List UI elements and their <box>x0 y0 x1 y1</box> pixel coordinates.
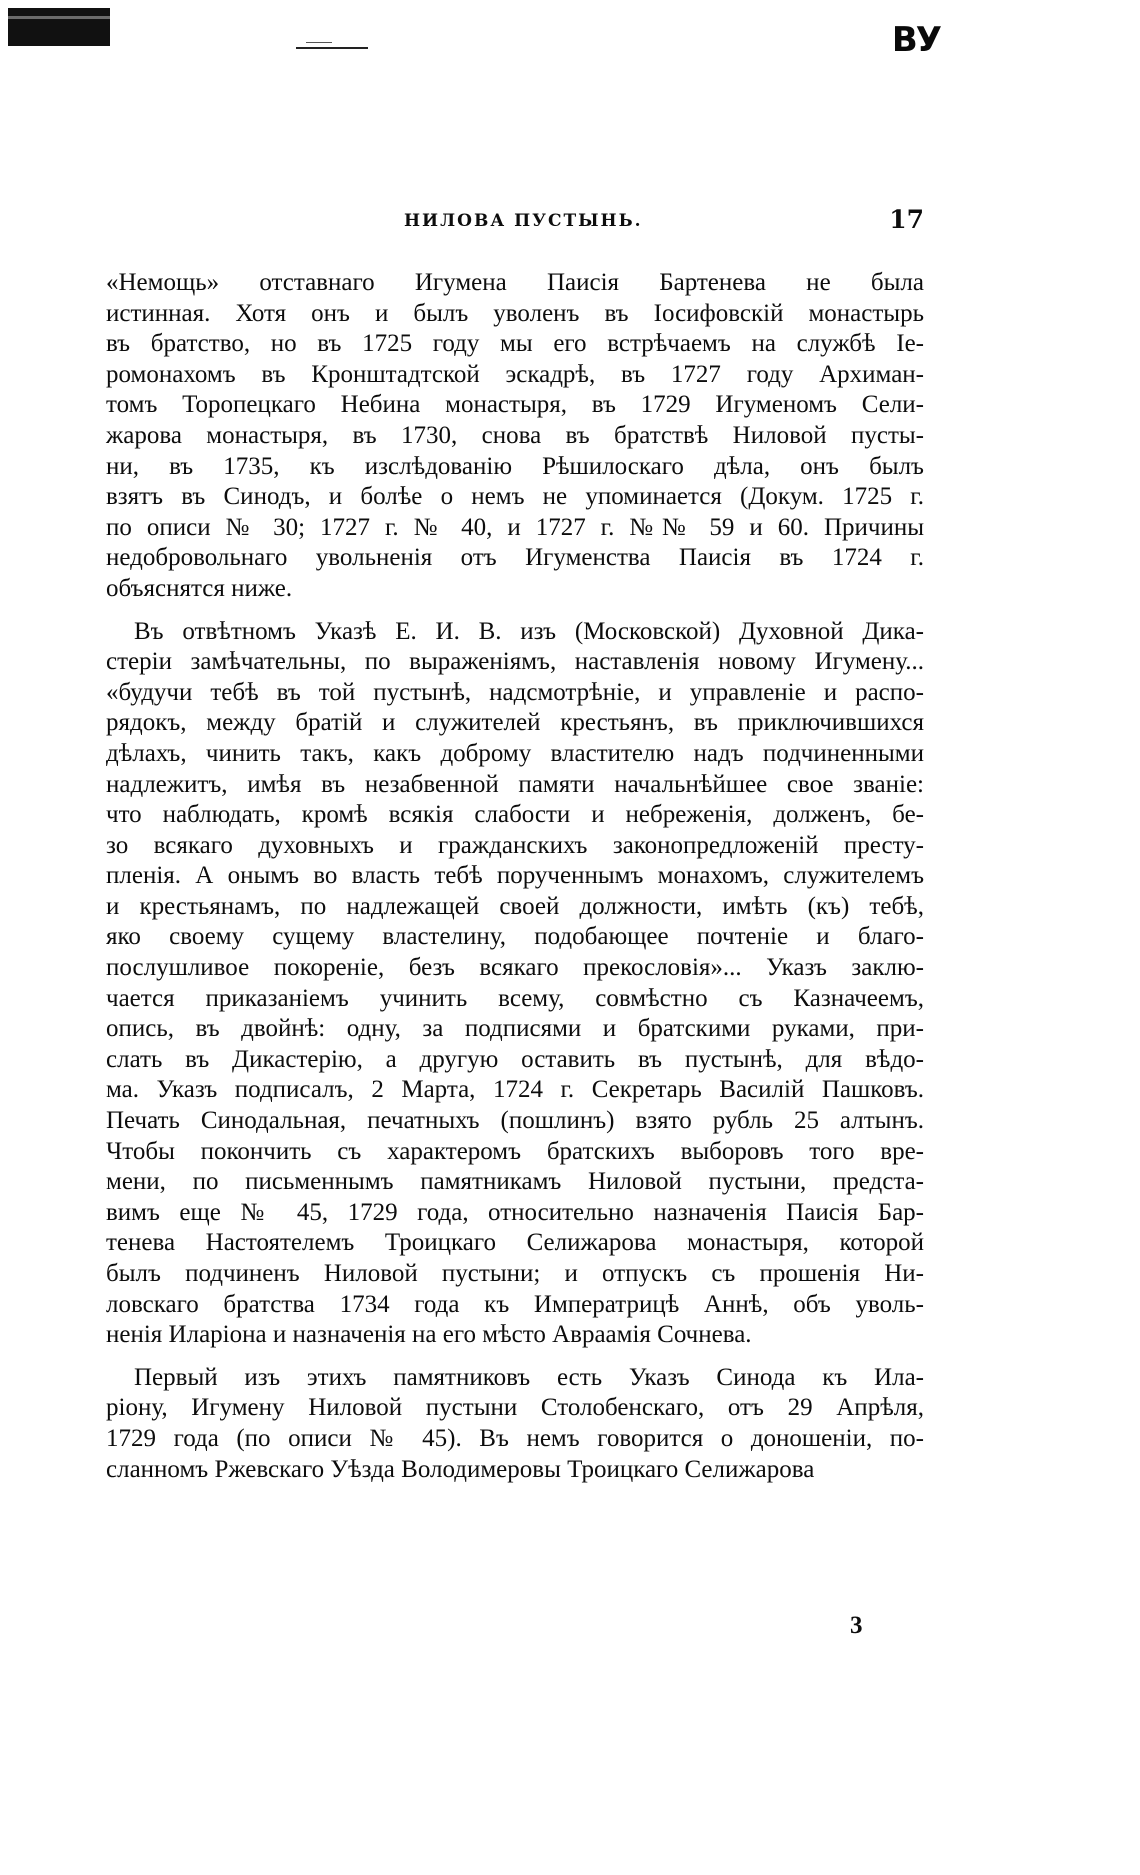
text-line: «будучи тебѣ въ той пустынѣ, надсмотрѣніе, и управленіе и распо- <box>106 678 924 706</box>
paragraph-gap <box>106 605 924 617</box>
text-line: ма. Указъ подписалъ, 2 Марта, 1724 г. Секретарь Василій Пашковъ. <box>106 1076 924 1104</box>
text-line: ловскаго братства 1734 года къ Императрицѣ Аннѣ, объ уволь- <box>106 1290 924 1318</box>
text-line: недобровольнаго увольненія отъ Игуменства Паисія въ 1724 г. <box>106 544 924 572</box>
text-line: послушливое покореніе, безъ всякаго прекословія»... Указъ заклю- <box>106 954 924 982</box>
text-line: Печать Синодальная, печатныхъ (пошлинъ) взято рубль 25 алтынъ. <box>106 1107 924 1135</box>
text-line: мени, по письменнымъ памятникамъ Ниловой пустыни, предста- <box>106 1168 924 1196</box>
paragraph <box>106 268 924 605</box>
text-line: рядокъ, между братій и служителей крестьянъ, въ приключившихся <box>106 709 924 737</box>
text-line: яко своему сущему властелину, подобающее почтеніе и благо- <box>106 923 924 951</box>
scan-artifact-line <box>296 47 368 49</box>
text-line: слать въ Дикастерію, а другую оставить въ пустынѣ, для вѣдо- <box>106 1045 924 1073</box>
body-text <box>106 268 924 1485</box>
text-line: чается приказаніемъ учинить всему, совмѣстно съ Казначеемъ, <box>106 984 924 1012</box>
running-head <box>104 205 924 235</box>
text-line: Въ отвѣтномъ Указѣ Е. И. В. изъ (Московской) Духовной Дика- <box>134 617 924 645</box>
text-line: сланномъ Ржевскаго Уѣзда Володимеровы Троицкаго Селижарова <box>106 1455 815 1483</box>
paragraph <box>106 617 924 1351</box>
text-line: былъ подчиненъ Ниловой пустыни; и отпускъ съ прошенія Ни- <box>106 1260 924 1287</box>
text-line: ромонахомъ въ Кронштадтской эскадрѣ, въ 1727 году Архиман- <box>106 360 924 388</box>
running-title: НИЛОВА ПУСТЫНЬ. <box>404 211 643 231</box>
text-line: объяснятся ниже. <box>106 574 293 602</box>
text-line: вимъ еще № 45, 1729 года, относительно назначенія Паисія Бар- <box>106 1198 924 1226</box>
text-line: ріону, Игумену Ниловой пустыни Столобенскаго, отъ 29 Апрѣля, <box>106 1394 924 1422</box>
text-line: стеріи замѣчательны, по выраженіямъ, наставленія новому Игумену... <box>106 648 924 676</box>
text-line: въ братство, но въ 1725 году мы его встрѣчаемъ на службѣ Іе- <box>106 330 924 358</box>
text-line: томъ Торопецкаго Небина монастыря, въ 1729 Игуменомъ Сели- <box>106 391 924 419</box>
text-line: 1729 года (по описи № 45). Въ немъ говорится о доношеніи, по- <box>106 1424 924 1452</box>
text-line: ни, въ 1735, къ изслѣдованію Рѣшилоскаго дѣла, онъ былъ <box>106 452 924 480</box>
text-line: истинная. Хотя онъ и былъ уволенъ въ Іосифовскій монастырь <box>106 299 924 327</box>
text-line: Первый изъ этихъ памятниковъ есть Указъ Синода къ Ила- <box>134 1363 924 1391</box>
text-line: что наблюдать, кромѣ всякія слабости и небреженія, долженъ, бе- <box>106 801 924 829</box>
corner-mark: ВУ <box>891 20 940 60</box>
scan-stripe <box>8 16 110 19</box>
text-line: надлежитъ, имѣя въ незабвенной памяти начальнѣйшее свое званіе: <box>106 770 924 798</box>
text-line: и крестьянамъ, по надлежащей своей должности, имѣть (къ) тебѣ, <box>106 892 924 920</box>
text-line: опись, въ двойнѣ: одну, за подписями и братскими руками, при- <box>106 1015 924 1043</box>
text-line: ненія Иларіона и назначенія на его мѣсто Авраамія Сочнева. <box>106 1321 752 1349</box>
paragraph <box>106 1363 924 1485</box>
text-line: по описи № 30; 1727 г. № 40, и 1727 г. №№ 59 и 60. Причины <box>106 513 924 541</box>
scan-artifact-line <box>306 42 332 43</box>
text-line: «Немощь» отставнаго Игумена Паисія Бартенева не была <box>106 269 924 296</box>
text-line: дѣлахъ, чинить такъ, какъ доброму властителю надъ подчиненными <box>106 739 924 767</box>
text-line: Чтобы покончить съ характеромъ братскихъ выборовъ того вре- <box>106 1137 924 1165</box>
text-line: жарова монастыря, въ 1730, снова въ братствѣ Ниловой пусты- <box>106 421 924 449</box>
signature-mark: 3 <box>850 1612 863 1639</box>
scan-black-mark <box>8 8 110 46</box>
paragraph-gap <box>106 1351 924 1363</box>
page-number: 17 <box>889 205 924 234</box>
text-line: зо всякаго духовныхъ и гражданскихъ законопредложеній престу- <box>106 831 924 859</box>
text-line: пленія. А онымъ во власть тебѣ порученнымъ монахомъ, служителемъ <box>106 862 924 890</box>
text-line: взятъ въ Синодъ, и болѣе о немъ не упоминается (Докум. 1725 г. <box>106 483 924 511</box>
text-line: тенева Настоятелемъ Троицкаго Селижарова монастыря, которой <box>106 1229 924 1257</box>
